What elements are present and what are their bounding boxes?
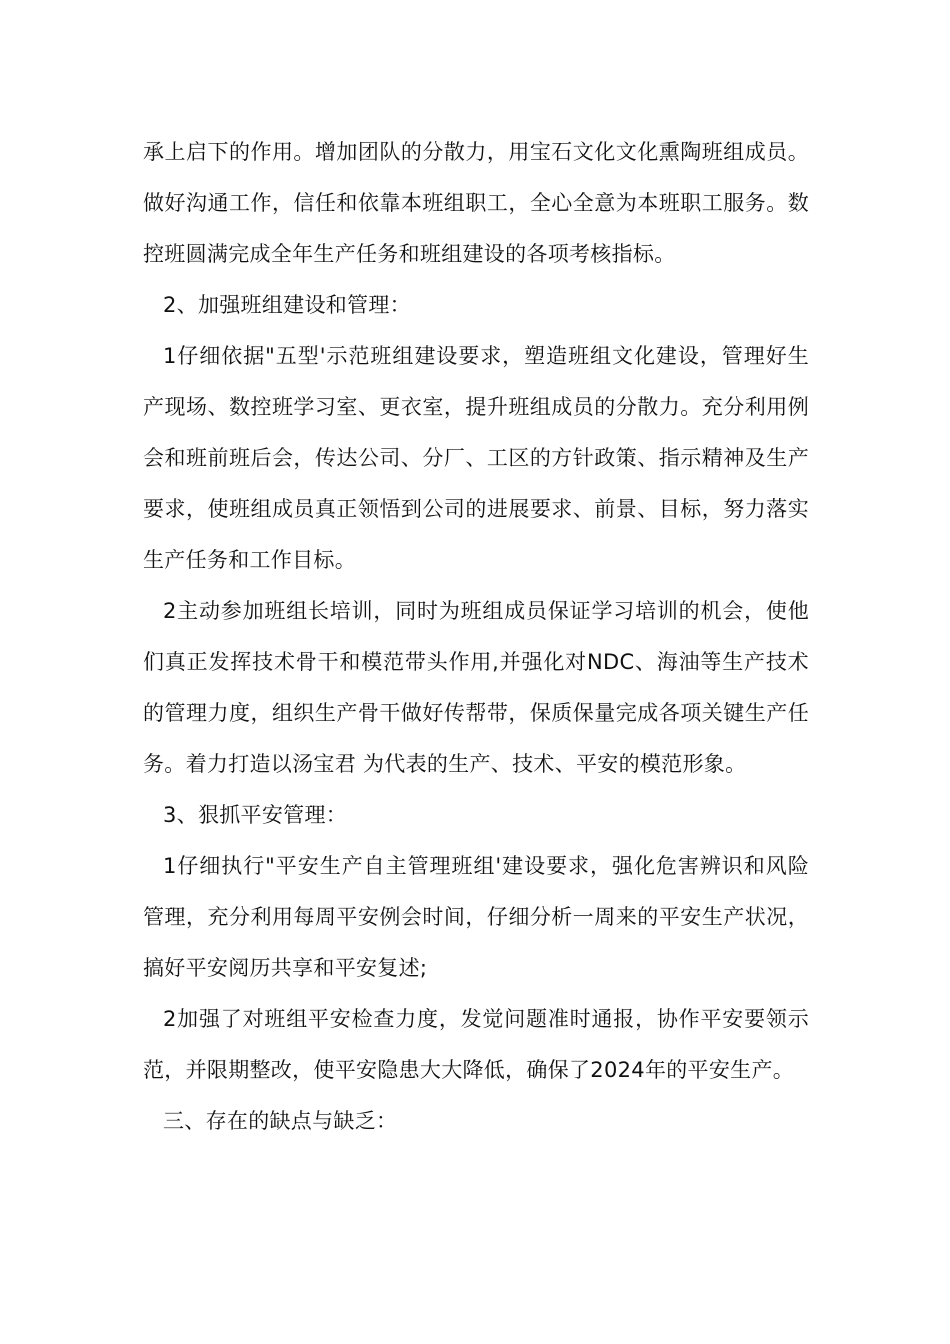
section-heading-three: 三、存在的缺点与缺乏：	[163, 1109, 398, 1133]
section-heading-3: 3、狠抓平安管理：	[163, 803, 348, 827]
section-heading-2: 2、加强班组建设和管理：	[163, 293, 411, 317]
document-body	[143, 127, 809, 1147]
paragraph-2-1: 1仔细依据"五型'示范班组建设要求，塑造班组文化建设，管理好生产现场、数控班学习室、更衣室，提升班组成员的分散力。充分利用例会和班前班后会，传达公司、分厂、工区的方针政策、指示精神及生产要求，使班组成员真正领悟到公司的进展要求、前景、目标，努力落实生产任务和工作目标。	[143, 344, 809, 572]
paragraph-0: 承上启下的作用。增加团队的分散力，用宝石文化文化熏陶班组成员。做好沟通工作，信任和依靠本班组职工，全心全意为本班职工服务。数控班圆满完成全年生产任务和班组建设的各项考核指标。	[143, 140, 809, 266]
paragraph-2-2: 2主动参加班组长培训，同时为班组成员保证学习培训的机会，使他们真正发挥技术骨干和模范带头作用,并强化对NDC、海油等生产技术的管理力度，组织生产骨干做好传帮带，保质保量完成各项关键生产任务。着力打造以汤宝君 为代表的生产、技术、平安的模范形象。	[143, 599, 809, 776]
paragraph-3-1: 1仔细执行"平安生产自主管理班组'建设要求，强化危害辨识和风险管理，充分利用每周平安例会时间，仔细分析一周来的平安生产状况，搞好平安阅历共享和平安复述;	[143, 854, 809, 980]
paragraph-3-2: 2加强了对班组平安检查力度，发觉问题准时通报，协作平安要领示范，并限期整改，使平安隐患大大降低，确保了2024年的平安生产。	[143, 1007, 809, 1082]
